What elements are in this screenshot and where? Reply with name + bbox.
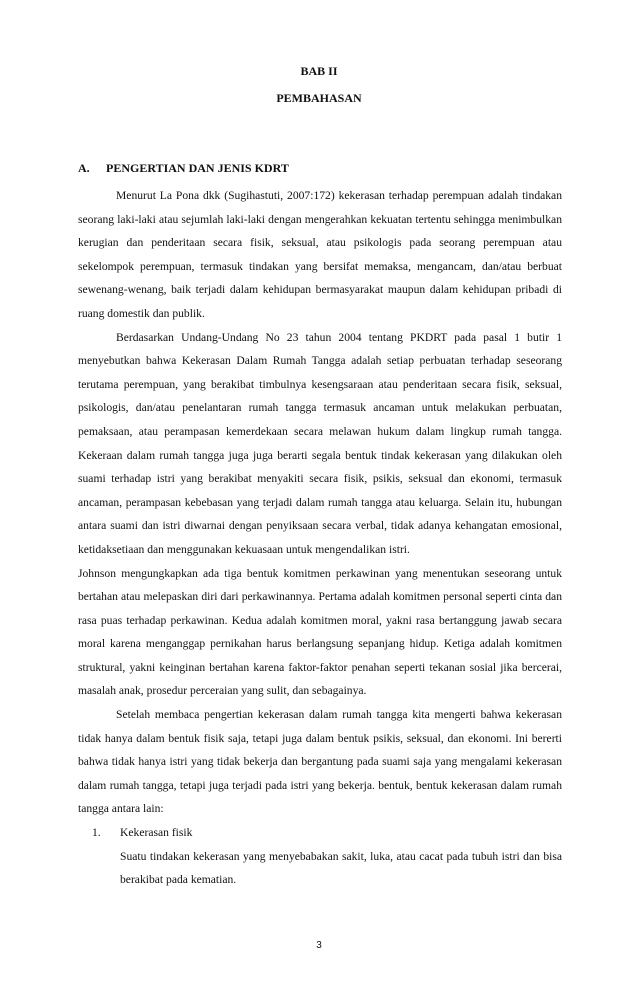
paragraph: Menurut La Pona dkk (Sugihastuti, 2007:172) kekerasan terhadap perempuan adalah tindakan seorang laki-laki atau sejumlah laki-laki dengan mengerahkan kekuatan tertentu sehingga menimbulkan kerugian dan penderitaan secara fisik, seksual, atau psikologis pada seorang perempuan atau sekelompok perempuan, termasuk tindakan yang bersifat memaksa, mengancam, dan/atau berbuat sewenang-wenang, baik terjadi dalam kehidupan bermasyarakat maupun dalam kehidupan pribadi di ruang domestik dan publik. — [78, 189, 562, 320]
body-text — [78, 184, 562, 892]
section-heading — [78, 157, 289, 181]
chapter-subtitle: PEMBAHASAN — [276, 91, 362, 105]
chapter-title: BAB II — [300, 64, 338, 78]
paragraph: Setelah membaca pengertian kekerasan dalam rumah tangga kita mengerti bahwa kekerasan tidak hanya dalam bentuk fisik saja, tetapi juga dalam bentuk psikis, seksual, dan ekonomi. Ini bererti bahwa tidak hanya istri yang tidak bekerja dan bergantung pada suami saja yang mengalami kekerasan dalam rumah tangga, tetapi juga terjadi pada istri yang bekerja. bentuk, bentuk kekerasan dalam rumah tangga antara lain: — [78, 708, 562, 816]
page-number: 3 — [316, 940, 322, 951]
section-letter: A. — [78, 161, 90, 175]
list-item-number: 1. — [92, 826, 101, 840]
section-title: PENGERTIAN DAN JENIS KDRT — [106, 161, 289, 175]
list-item-text: Suatu tindakan kekerasan yang menyebabakan sakit, luka, atau cacat pada tubuh istri dan bisa berakibat pada kematian. — [120, 849, 562, 887]
paragraph: Johnson mengungkapkan ada tiga bentuk komitmen perkawinan yang menentukan seseorang untuk bertahan atau melepaskan diri dari perkawinannya. Pertama adalah komitmen personal seperti cinta dan rasa puas terhadap perkawinan. Kedua adalah komitmen moral, yakni rasa bertanggung jawab secara moral karena menganggap pernikahan harus berlangsung sepanjang hidup. Ketiga adalah komitmen struktural, yakni keinginan bertahan karena faktor-faktor penahan seperti tekanan sosial jika bercerai, masalah anak, prosedur perceraian yang sulit, dan sebagainya. — [78, 566, 562, 698]
list-item — [78, 821, 562, 845]
paragraph: Berdasarkan Undang-Undang No 23 tahun 2004 tentang PKDRT pada pasal 1 butir 1 menyebutkan bahwa Kekerasan Dalam Rumah Tangga adalah setiap perbuatan terhadap seseorang terutama perempuan, yang berakibat timbulnya kesengsaraan atau penderitaan secara fisik, seksual, psikologis, dan/atau penelantaran rumah tangga termasuk ancaman untuk melakukan perbuatan, pemaksaan, atau perampasan kemerdekaan secara melawan hukum dalam lingkup rumah tangga. Kekeraan dalam rumah tangga juga juga berarti segala bentuk tindak kekerasan yang dilakukan oleh suami terhadap istri yang berakibat menyakiti secara fisik, psikis, seksual dan ekonomi, termasuk ancaman, perampasan kebebasan yang terjadi dalam rumah tangga atau keluarga. Selain itu, hubungan antara suami dan istri diwarnai dengan penyiksaan secara verbal, tidak adanya kehangatan emosional, ketidaksetiaan dan menggunakan kekuasaan untuk mengendalikan istri. — [78, 330, 562, 556]
list-item-title: Kekerasan fisik — [120, 826, 193, 840]
